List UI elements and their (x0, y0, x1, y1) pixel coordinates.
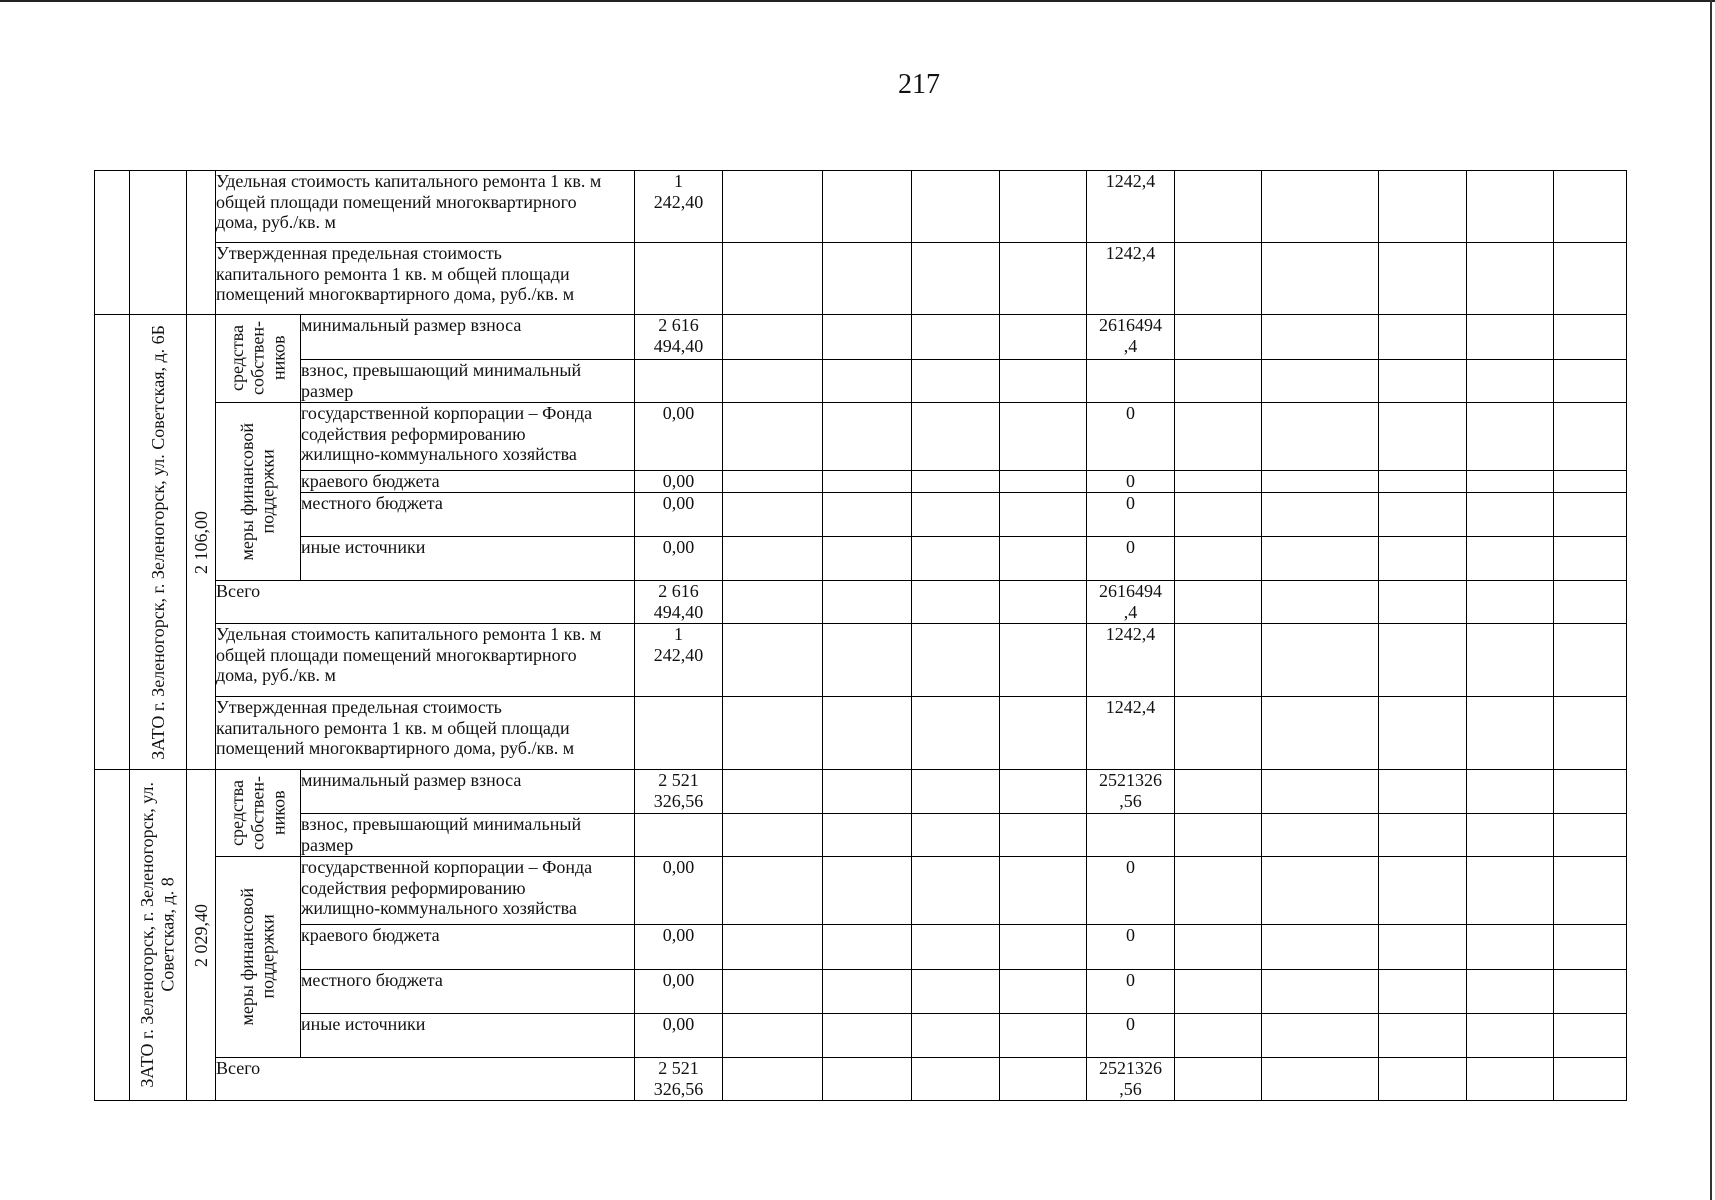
empty-cell (823, 493, 912, 537)
empty-cell (1262, 1058, 1379, 1101)
empty-cell (912, 925, 1000, 970)
value2-cell: 0 (1087, 970, 1175, 1014)
empty-cell (723, 315, 823, 360)
value-cell: 0,00 (635, 857, 723, 925)
empty-cell (1262, 624, 1379, 697)
value2-cell (1087, 814, 1175, 857)
empty-cell (1262, 581, 1379, 624)
empty-cell (1379, 471, 1467, 493)
empty-cell (1467, 857, 1554, 925)
empty-cell (1467, 403, 1554, 471)
empty-cell (1554, 243, 1627, 315)
address-cell (130, 315, 187, 770)
empty-cell (1379, 1058, 1467, 1101)
empty-cell (1175, 970, 1262, 1014)
empty-cell (1467, 493, 1554, 537)
empty-cell (912, 1014, 1000, 1058)
empty-cell (723, 624, 823, 697)
empty-cell (723, 171, 823, 243)
empty-cell (1000, 925, 1087, 970)
empty-cell (823, 471, 912, 493)
empty-cell (1379, 315, 1467, 360)
empty-cell (912, 537, 1000, 581)
value2-cell: 1242,4 (1087, 171, 1175, 243)
empty-cell (823, 814, 912, 857)
table-row (95, 970, 1627, 1014)
empty-cell (1000, 770, 1087, 814)
empty-cell (1379, 581, 1467, 624)
value-cell (635, 243, 723, 315)
row-label: взнос, превышающий минимальный размер (301, 814, 635, 857)
empty-cell (1379, 814, 1467, 857)
address-cell (130, 770, 187, 1101)
empty-cell (1175, 493, 1262, 537)
empty-cell (1262, 814, 1379, 857)
value2-cell: 2616494 ,4 (1087, 581, 1175, 624)
row-label: минимальный размер взноса (301, 315, 635, 360)
vertical-text-wrap (216, 403, 300, 580)
table-row (95, 857, 1627, 925)
empty-cell (1262, 925, 1379, 970)
table-row (95, 171, 1627, 243)
empty-cell (1379, 403, 1467, 471)
empty-cell (1262, 970, 1379, 1014)
row-label: минимальный размер взноса (301, 770, 635, 814)
blank-margin-cell (95, 315, 130, 770)
empty-cell (1467, 770, 1554, 814)
empty-cell (1554, 581, 1627, 624)
empty-cell (1554, 1014, 1627, 1058)
empty-cell (1554, 697, 1627, 770)
empty-cell (723, 857, 823, 925)
table-row (95, 471, 1627, 493)
empty-cell (1000, 581, 1087, 624)
scan-border-top (0, 0, 1715, 2)
empty-cell (1467, 537, 1554, 581)
value2-cell: 2521326 ,56 (1087, 770, 1175, 814)
owners-group-cell (216, 315, 301, 403)
support-group-cell (216, 857, 301, 1058)
value2-cell: 1242,4 (1087, 697, 1175, 770)
page-number: 217 (898, 69, 940, 100)
empty-cell (1379, 624, 1467, 697)
empty-cell (1467, 970, 1554, 1014)
area-cell (187, 171, 216, 315)
support-group-text: меры финансовой поддержки (237, 422, 278, 561)
empty-cell (823, 360, 912, 403)
empty-cell (1467, 624, 1554, 697)
empty-cell (1554, 1058, 1627, 1101)
empty-cell (1262, 403, 1379, 471)
empty-cell (823, 171, 912, 243)
empty-cell (723, 697, 823, 770)
empty-cell (1554, 360, 1627, 403)
area-text: 2 029,40 (190, 903, 211, 967)
empty-cell (1175, 537, 1262, 581)
empty-cell (1554, 857, 1627, 925)
empty-cell (1000, 624, 1087, 697)
empty-cell (1467, 1058, 1554, 1101)
empty-cell (912, 243, 1000, 315)
value-cell (635, 814, 723, 857)
empty-cell (1379, 171, 1467, 243)
address-cell (130, 171, 187, 315)
empty-cell (1467, 581, 1554, 624)
empty-cell (1262, 697, 1379, 770)
empty-cell (912, 624, 1000, 697)
empty-cell (1000, 537, 1087, 581)
value2-cell: 2616494 ,4 (1087, 315, 1175, 360)
blank-margin-cell (95, 770, 130, 1101)
table-row (95, 814, 1627, 857)
empty-cell (1175, 857, 1262, 925)
table-row (95, 770, 1627, 814)
area-text: 2 106,00 (190, 510, 211, 574)
empty-cell (912, 360, 1000, 403)
empty-cell (1175, 471, 1262, 493)
value-cell: 0,00 (635, 1014, 723, 1058)
vertical-text-wrap (187, 315, 215, 769)
empty-cell (912, 1058, 1000, 1101)
value2-cell: 0 (1087, 537, 1175, 581)
row-label: иные источники (301, 537, 635, 581)
empty-cell (823, 925, 912, 970)
empty-cell (723, 925, 823, 970)
empty-cell (1467, 471, 1554, 493)
row-label: местного бюджета (301, 493, 635, 537)
empty-cell (723, 403, 823, 471)
vertical-text-wrap (130, 315, 186, 769)
empty-cell (1262, 171, 1379, 243)
capital-repair-table (94, 170, 1627, 1101)
row-label: Утвержденная предельная стоимость капитального ремонта 1 кв. м общей площади помещений многоквартирного дома, руб./кв. м (216, 243, 635, 315)
empty-cell (1467, 814, 1554, 857)
empty-cell (1379, 360, 1467, 403)
area-cell (187, 770, 216, 1101)
empty-cell (1175, 315, 1262, 360)
table-row (95, 493, 1627, 537)
empty-cell (1175, 814, 1262, 857)
empty-cell (1554, 624, 1627, 697)
empty-cell (1262, 243, 1379, 315)
empty-cell (1262, 537, 1379, 581)
value2-cell: 0 (1087, 493, 1175, 537)
owners-group-text: средства собствен- ников (226, 775, 289, 850)
empty-cell (1000, 315, 1087, 360)
table-row (95, 1014, 1627, 1058)
row-label: государственной корпорации – Фонда содействия реформированию жилищно-коммунального хозяйства (301, 857, 635, 925)
empty-cell (1175, 1058, 1262, 1101)
empty-cell (912, 403, 1000, 471)
row-label: иные источники (301, 1014, 635, 1058)
owners-group-text: средства собствен- ников (226, 321, 289, 396)
empty-cell (1262, 360, 1379, 403)
area-cell (187, 315, 216, 770)
empty-cell (823, 1014, 912, 1058)
empty-cell (1554, 315, 1627, 360)
empty-cell (1467, 1014, 1554, 1058)
empty-cell (1175, 925, 1262, 970)
empty-cell (1000, 171, 1087, 243)
empty-cell (912, 171, 1000, 243)
empty-cell (1000, 471, 1087, 493)
empty-cell (823, 243, 912, 315)
empty-cell (823, 537, 912, 581)
empty-cell (1554, 471, 1627, 493)
value-cell: 1 242,40 (635, 624, 723, 697)
empty-cell (912, 471, 1000, 493)
value2-cell: 0 (1087, 403, 1175, 471)
value-cell: 1 242,40 (635, 171, 723, 243)
empty-cell (912, 857, 1000, 925)
empty-cell (1000, 970, 1087, 1014)
empty-cell (823, 1058, 912, 1101)
empty-cell (723, 1058, 823, 1101)
empty-cell (1554, 814, 1627, 857)
empty-cell (1467, 925, 1554, 970)
empty-cell (823, 970, 912, 1014)
empty-cell (723, 581, 823, 624)
empty-cell (723, 360, 823, 403)
empty-cell (1175, 581, 1262, 624)
row-label: Всего (216, 581, 635, 624)
empty-cell (723, 243, 823, 315)
empty-cell (1175, 243, 1262, 315)
table-row (95, 537, 1627, 581)
value-cell: 0,00 (635, 403, 723, 471)
empty-cell (1554, 925, 1627, 970)
empty-cell (1000, 360, 1087, 403)
value-cell: 2 616 494,40 (635, 581, 723, 624)
row-label: Всего (216, 1058, 635, 1101)
empty-cell (1467, 360, 1554, 403)
empty-cell (1379, 493, 1467, 537)
empty-cell (912, 770, 1000, 814)
empty-cell (912, 315, 1000, 360)
support-group-text: меры финансовой поддержки (237, 888, 278, 1026)
empty-cell (1262, 471, 1379, 493)
value2-cell: 1242,4 (1087, 624, 1175, 697)
row-label: местного бюджета (301, 970, 635, 1014)
scan-border-right (1710, 0, 1712, 1200)
vertical-text-wrap (130, 770, 186, 1100)
row-label: государственной корпорации – Фонда содействия реформированию жилищно-коммунального хозяйства (301, 403, 635, 471)
empty-cell (1262, 1014, 1379, 1058)
value2-cell: 0 (1087, 925, 1175, 970)
support-group-cell (216, 403, 301, 581)
empty-cell (912, 970, 1000, 1014)
empty-cell (823, 581, 912, 624)
empty-cell (1000, 1058, 1087, 1101)
empty-cell (1000, 243, 1087, 315)
empty-cell (823, 697, 912, 770)
table-row (95, 624, 1627, 697)
empty-cell (723, 493, 823, 537)
empty-cell (1175, 1014, 1262, 1058)
empty-cell (1262, 857, 1379, 925)
empty-cell (723, 537, 823, 581)
empty-cell (723, 770, 823, 814)
empty-cell (1000, 403, 1087, 471)
empty-cell (1554, 970, 1627, 1014)
address-text: ЗАТО г. Зеленогорск, г. Зеленогорск, ул. Советская, д. 6Б (147, 324, 168, 760)
empty-cell (1175, 697, 1262, 770)
table-row (95, 925, 1627, 970)
empty-cell (912, 493, 1000, 537)
empty-cell (1262, 770, 1379, 814)
empty-cell (912, 697, 1000, 770)
empty-cell (1175, 403, 1262, 471)
empty-cell (1379, 857, 1467, 925)
empty-cell (1379, 770, 1467, 814)
empty-cell (823, 315, 912, 360)
empty-cell (1175, 171, 1262, 243)
empty-cell (1467, 243, 1554, 315)
empty-cell (1175, 770, 1262, 814)
empty-cell (823, 770, 912, 814)
table-row (95, 243, 1627, 315)
vertical-text-wrap (187, 770, 215, 1100)
value-cell: 0,00 (635, 537, 723, 581)
row-label: краевого бюджета (301, 925, 635, 970)
empty-cell (723, 471, 823, 493)
value-cell: 2 521 326,56 (635, 1058, 723, 1101)
empty-cell (1175, 360, 1262, 403)
row-label: краевого бюджета (301, 471, 635, 493)
empty-cell (1467, 315, 1554, 360)
empty-cell (912, 814, 1000, 857)
empty-cell (1000, 814, 1087, 857)
empty-cell (823, 624, 912, 697)
empty-cell (1554, 770, 1627, 814)
value-cell (635, 697, 723, 770)
value2-cell: 1242,4 (1087, 243, 1175, 315)
empty-cell (1554, 493, 1627, 537)
empty-cell (1379, 970, 1467, 1014)
empty-cell (723, 814, 823, 857)
value-cell (635, 360, 723, 403)
vertical-text-wrap (216, 315, 300, 402)
value2-cell: 2521326 ,56 (1087, 1058, 1175, 1101)
row-label: Удельная стоимость капитального ремонта 1 кв. м общей площади помещений многоквартирного дома, руб./кв. м (216, 171, 635, 243)
empty-cell (1379, 697, 1467, 770)
table-row (95, 360, 1627, 403)
empty-cell (823, 403, 912, 471)
empty-cell (1379, 537, 1467, 581)
owners-group-cell (216, 770, 301, 857)
empty-cell (1467, 171, 1554, 243)
empty-cell (1262, 493, 1379, 537)
row-label: взнос, превышающий минимальный размер (301, 360, 635, 403)
value-cell: 2 616 494,40 (635, 315, 723, 360)
empty-cell (1000, 697, 1087, 770)
empty-cell (1175, 624, 1262, 697)
vertical-text-wrap (216, 770, 300, 856)
value2-cell: 0 (1087, 857, 1175, 925)
value2-cell: 0 (1087, 471, 1175, 493)
empty-cell (1467, 697, 1554, 770)
empty-cell (1000, 493, 1087, 537)
value-cell: 0,00 (635, 970, 723, 1014)
empty-cell (1379, 243, 1467, 315)
empty-cell (1554, 537, 1627, 581)
table-row (95, 697, 1627, 770)
value2-cell (1087, 360, 1175, 403)
value-cell: 2 521 326,56 (635, 770, 723, 814)
empty-cell (1000, 857, 1087, 925)
value-cell: 0,00 (635, 493, 723, 537)
value-cell: 0,00 (635, 925, 723, 970)
empty-cell (1379, 925, 1467, 970)
empty-cell (1379, 1014, 1467, 1058)
table-row (95, 581, 1627, 624)
value-cell: 0,00 (635, 471, 723, 493)
empty-cell (723, 970, 823, 1014)
table-row (95, 315, 1627, 360)
blank-margin-cell (95, 171, 130, 315)
empty-cell (723, 1014, 823, 1058)
value2-cell: 0 (1087, 1014, 1175, 1058)
empty-cell (1554, 403, 1627, 471)
empty-cell (1000, 1014, 1087, 1058)
empty-cell (1262, 315, 1379, 360)
row-label: Удельная стоимость капитального ремонта 1 кв. м общей площади помещений многоквартирного дома, руб./кв. м (216, 624, 635, 697)
address-text: ЗАТО г. Зеленогорск, г. Зеленогорск, ул. Советская, д. 8 (137, 782, 178, 1088)
vertical-text-wrap (216, 857, 300, 1057)
empty-cell (1554, 171, 1627, 243)
row-label: Утвержденная предельная стоимость капитального ремонта 1 кв. м общей площади помещений многоквартирного дома, руб./кв. м (216, 697, 635, 770)
empty-cell (823, 857, 912, 925)
table-row (95, 1058, 1627, 1101)
table-row (95, 403, 1627, 471)
empty-cell (912, 581, 1000, 624)
